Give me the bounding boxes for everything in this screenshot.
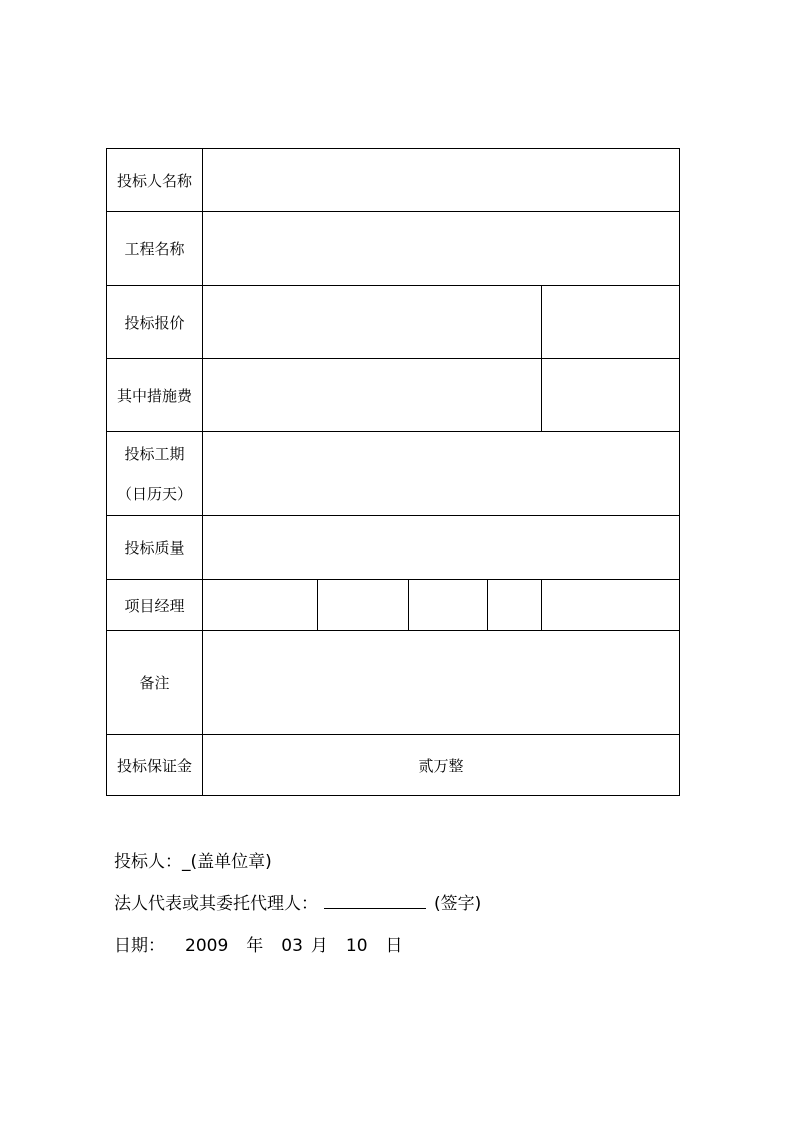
- label-quality: 投标质量: [107, 516, 203, 580]
- value-bidder-name[interactable]: [203, 149, 680, 212]
- pm-cell-5[interactable]: [542, 580, 680, 631]
- value-measures-fee[interactable]: [203, 359, 542, 432]
- value-duration[interactable]: [203, 432, 680, 516]
- date-year: 2009: [185, 936, 229, 956]
- row-project-name: [107, 212, 680, 286]
- value-remarks[interactable]: [203, 631, 680, 735]
- bidder-signature-line: 投标人：_(盖单位章): [114, 852, 272, 872]
- pm-cell-1[interactable]: [203, 580, 318, 631]
- value-quality[interactable]: [203, 516, 680, 580]
- value-project-name[interactable]: [203, 212, 680, 286]
- date-day-unit: 日: [385, 936, 403, 956]
- label-project-name: 工程名称: [107, 212, 203, 286]
- legal-rep-label: 法人代表或其委托代理人：: [114, 894, 318, 914]
- pm-cell-4[interactable]: [488, 580, 542, 631]
- label-deposit: 投标保证金: [107, 735, 203, 796]
- date-line: [114, 931, 403, 956]
- row-remarks: [107, 631, 680, 735]
- value-deposit: 贰万整: [203, 735, 680, 796]
- label-project-manager: 项目经理: [107, 580, 203, 631]
- row-quality: [107, 516, 680, 580]
- label-duration: [107, 432, 203, 516]
- date-day: 10: [345, 936, 368, 956]
- label-duration-line1: 投标工期: [124, 444, 185, 463]
- label-remarks: 备注: [107, 631, 203, 735]
- row-measures-fee: [107, 359, 680, 432]
- label-bid-price: 投标报价: [107, 286, 203, 359]
- legal-rep-suffix: (签字): [434, 894, 482, 914]
- date-label: 日期：: [114, 936, 165, 956]
- date-year-unit: 年: [246, 936, 264, 956]
- extra-measures-fee[interactable]: [542, 359, 680, 432]
- value-bid-price[interactable]: [203, 286, 542, 359]
- label-duration-line2: （日历天）: [116, 484, 192, 503]
- row-duration: [107, 432, 680, 516]
- date-month: 03: [281, 936, 303, 956]
- legal-rep-line: [114, 889, 481, 914]
- date-month-unit: 月: [310, 936, 328, 956]
- pm-cell-3[interactable]: [409, 580, 488, 631]
- label-measures-fee: 其中措施费: [107, 359, 203, 432]
- extra-bid-price[interactable]: [542, 286, 680, 359]
- pm-cell-2[interactable]: [318, 580, 409, 631]
- bid-summary-table: [106, 148, 680, 796]
- row-deposit: [107, 735, 680, 796]
- legal-rep-signature-blank[interactable]: [324, 894, 426, 909]
- row-bid-price: [107, 286, 680, 359]
- row-bidder-name: [107, 149, 680, 212]
- label-bidder-name: 投标人名称: [107, 149, 203, 212]
- row-project-manager: [107, 580, 680, 631]
